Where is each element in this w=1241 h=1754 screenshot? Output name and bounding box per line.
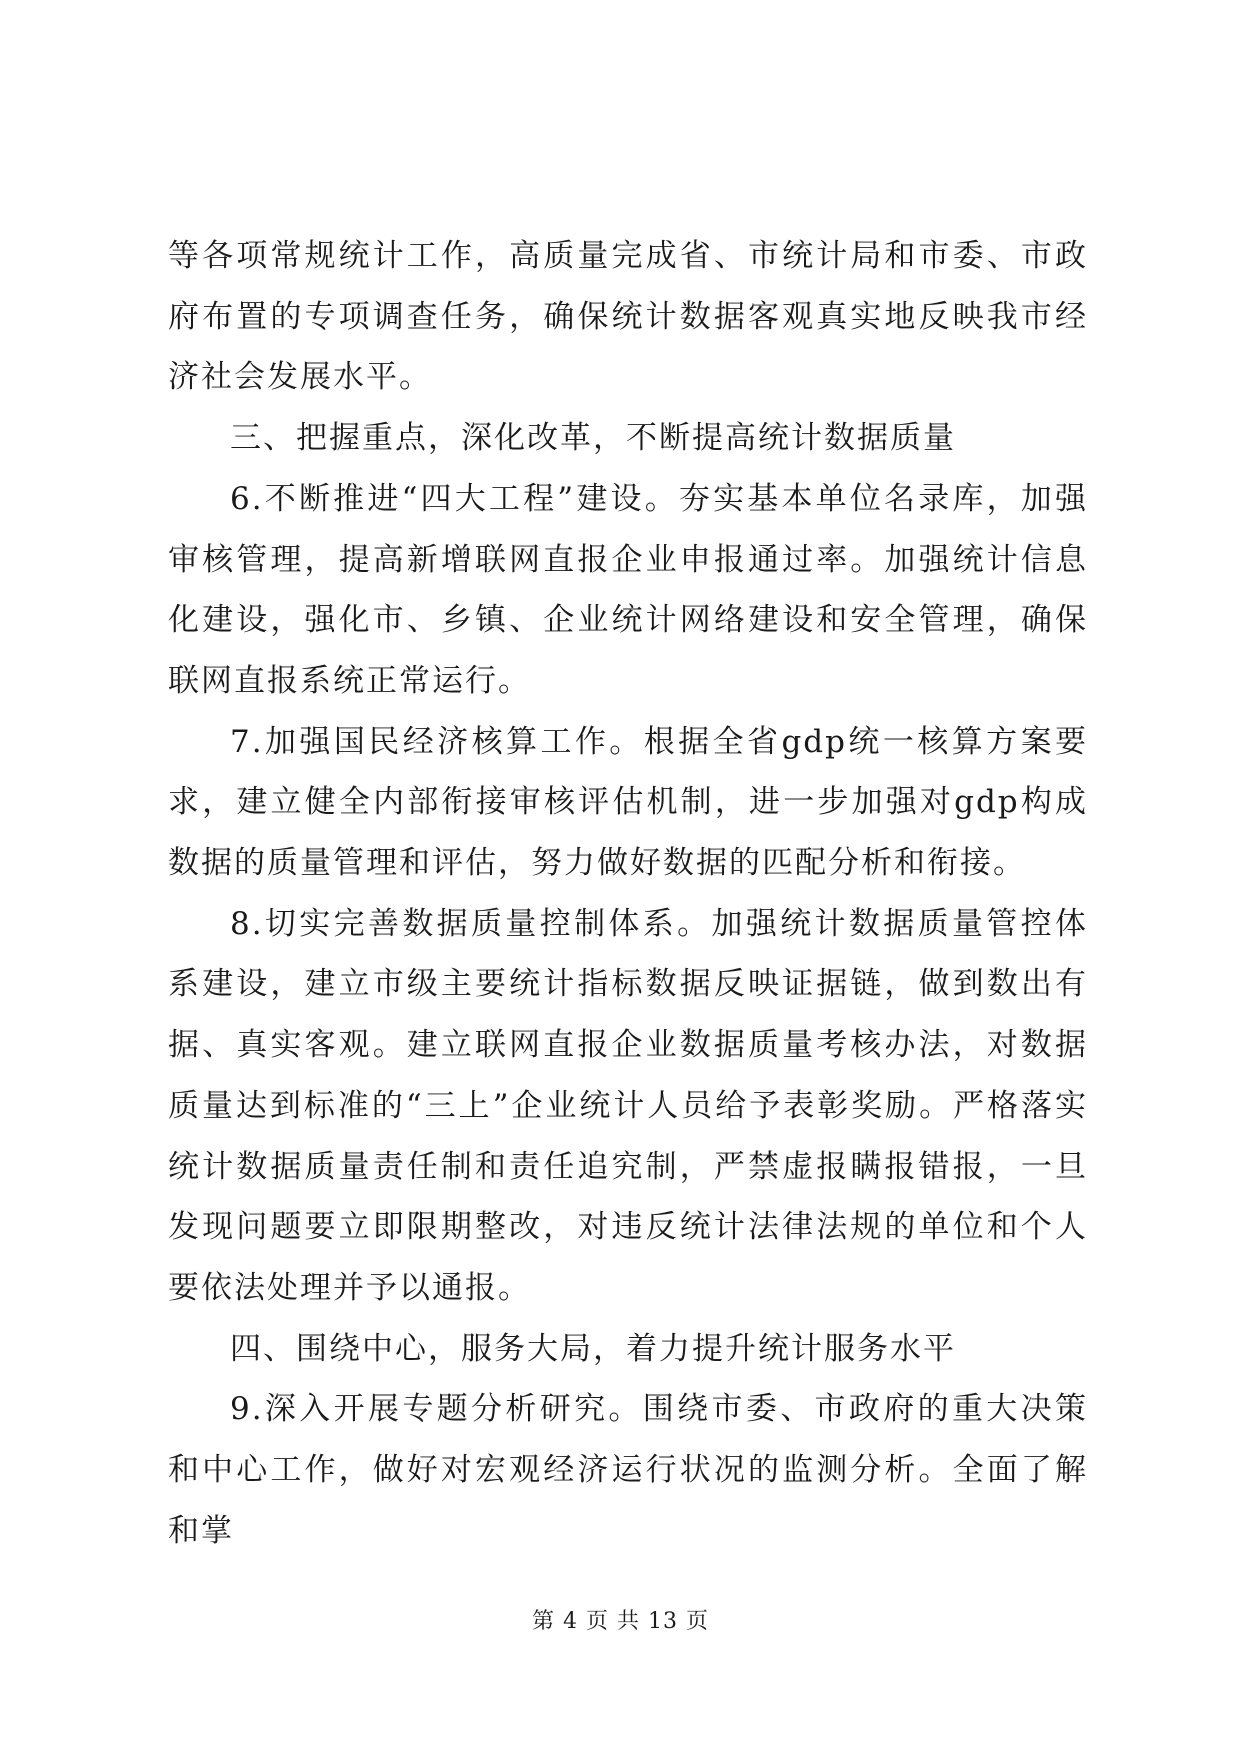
paragraph-item-8: 8.切实完善数据质量控制体系。加强统计数据质量管控体系建设，建立市级主要统计指标数据反映证据链，做到数出有据、真实客观。建立联网直报企业数据质量考核办法，对数据质量达到标准的“三上”企业统计人员给予表彰奖励。严格落实统计数据质量责任制和责任追究制，严禁虚报瞒报错报，一旦发现问题要立即限期整改，对违反统计法律法规的单位和个人要依法处理并予以通报。 — [168, 905, 1088, 1306]
paragraph-item-7: 7.加强国民经济核算工作。根据全省gdp统一核算方案要求，建立健全内部衔接审核评估机制，进一步加强对gdp构成数据的质量管理和评估，努力做好数据的匹配分析和衔接。 — [168, 723, 1088, 882]
section-heading-3: 三、把握重点，深化改革，不断提高统计数据质量 — [230, 420, 956, 457]
page-footer: 第 4 页 共 13 页 — [532, 1609, 709, 1634]
paragraph-continued: 等各项常规统计工作，高质量完成省、市统计局和市委、市政府布置的专项调查任务，确保统计数据客观真实地反映我市经济社会发展水平。 — [168, 238, 1088, 396]
document-body — [168, 226, 1088, 1561]
paragraph-item-6: 6.不断推进“四大工程”建设。夯实基本单位名录库，加强审核管理，提高新增联网直报企业申报通过率。加强统计信息化建设，强化市、乡镇、企业统计网络建设和安全管理，确保联网直报系统正常运行。 — [168, 480, 1088, 699]
section-heading-4: 四、围绕中心，服务大局，着力提升统计服务水平 — [230, 1330, 956, 1367]
paragraph-item-9: 9.深入开展专题分析研究。围绕市委、市政府的重大决策和中心工作，做好对宏观经济运行状况的监测分析。全面了解和掌 — [168, 1391, 1088, 1549]
